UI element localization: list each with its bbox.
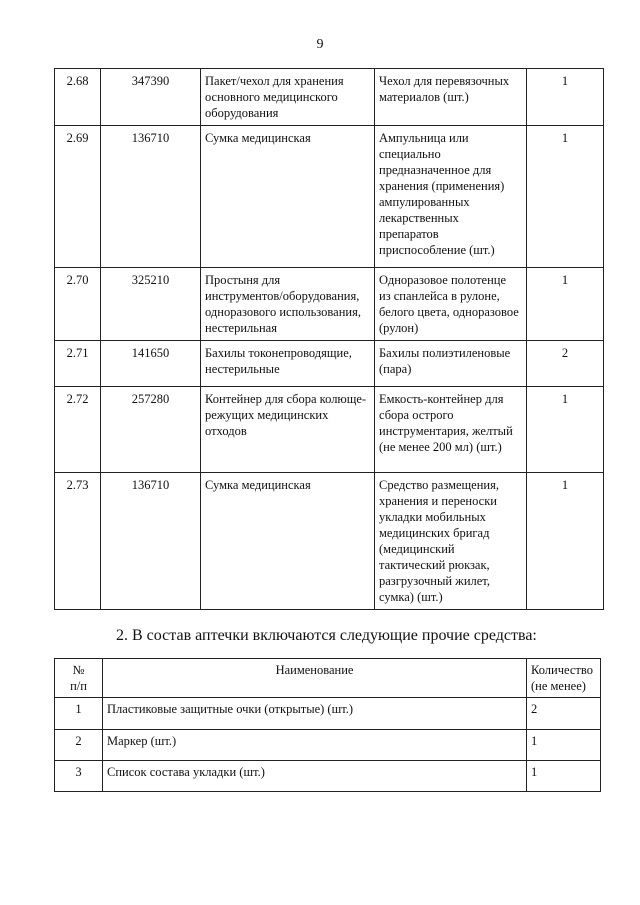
- row-description-line: медицинских бригад: [379, 526, 490, 540]
- row-description-line: тактический рюкзак,: [379, 558, 490, 572]
- row-description: [375, 69, 527, 126]
- row-description-line: (пара): [379, 362, 412, 376]
- header-qty-line: (не менее): [531, 679, 586, 693]
- table-row: [55, 387, 604, 473]
- row-description-line: (рулон): [379, 321, 419, 335]
- row-name: [201, 126, 375, 268]
- table-row: [55, 698, 601, 730]
- table-row: [55, 341, 604, 387]
- row-quantity: 1: [527, 730, 601, 761]
- row-name-line: Бахилы токонепроводящие,: [205, 346, 352, 360]
- row-name-line: основного медицинского: [205, 90, 338, 104]
- row-quantity: 1: [527, 69, 604, 126]
- row-name-line: Сумка медицинская: [205, 478, 311, 492]
- row-code: 136710: [101, 473, 201, 610]
- row-description: [375, 268, 527, 341]
- row-name-line: инструментов/оборудования,: [205, 289, 360, 303]
- row-name-line: Простыня для: [205, 273, 281, 287]
- row-code: 136710: [101, 126, 201, 268]
- row-description-line: ампулированных: [379, 195, 470, 209]
- row-description-line: материалов (шт.): [379, 90, 469, 104]
- row-name: Список состава укладки (шт.): [103, 761, 527, 792]
- row-number: 2.68: [55, 69, 101, 126]
- row-description-line: Емкость-контейнер для: [379, 392, 504, 406]
- row-name: [201, 473, 375, 610]
- row-name: [201, 69, 375, 126]
- row-description-line: приспособление (шт.): [379, 243, 495, 257]
- row-name: [201, 268, 375, 341]
- row-number: 3: [55, 761, 103, 792]
- row-description-line: Бахилы полиэтиленовые: [379, 346, 511, 360]
- row-description-line: сумка) (шт.): [379, 590, 443, 604]
- row-quantity: 2: [527, 698, 601, 730]
- row-description: [375, 341, 527, 387]
- row-description-line: укладки мобильных: [379, 510, 486, 524]
- section-heading: 2. В состав аптечки включаются следующие прочие средства:: [116, 627, 537, 644]
- row-quantity: 2: [527, 341, 604, 387]
- row-description: [375, 387, 527, 473]
- row-description: [375, 473, 527, 610]
- row-description-line: Средство размещения,: [379, 478, 499, 492]
- row-name-line: одноразового использования,: [205, 305, 361, 319]
- row-number: 2.70: [55, 268, 101, 341]
- row-name-line: нестерильная: [205, 321, 277, 335]
- row-name-line: оборудования: [205, 106, 279, 120]
- row-name-line: режущих медицинских: [205, 408, 329, 422]
- row-number: 1: [55, 698, 103, 730]
- table-row: [55, 473, 604, 610]
- row-name-line: Сумка медицинская: [205, 131, 311, 145]
- header-num-line: №: [72, 663, 85, 677]
- row-name-line: Пакет/чехол для хранения: [205, 74, 344, 88]
- row-quantity: 1: [527, 387, 604, 473]
- header-qty-line: Количество: [531, 663, 593, 677]
- row-name: [201, 387, 375, 473]
- row-code: 325210: [101, 268, 201, 341]
- row-name: Пластиковые защитные очки (открытые) (шт.): [103, 698, 527, 730]
- equipment-table: [54, 68, 604, 610]
- row-number: 2.73: [55, 473, 101, 610]
- row-name: [201, 341, 375, 387]
- table-row: [55, 69, 604, 126]
- other-items-table: [54, 658, 601, 792]
- row-description-line: специально: [379, 147, 441, 161]
- table-row: [55, 761, 601, 792]
- row-description-line: Чехол для перевязочных: [379, 74, 510, 88]
- row-description-line: Одноразовое полотенце: [379, 273, 507, 287]
- row-quantity: 1: [527, 126, 604, 268]
- row-quantity: 1: [527, 473, 604, 610]
- row-description-line: инструментария, желтый: [379, 424, 513, 438]
- row-description-line: (медицинский: [379, 542, 455, 556]
- row-number: 2.69: [55, 126, 101, 268]
- row-number: 2.71: [55, 341, 101, 387]
- row-description-line: лекарственных: [379, 211, 459, 225]
- row-description: [375, 126, 527, 268]
- row-description-line: белого цвета, одноразовое: [379, 305, 519, 319]
- row-description-line: (не менее 200 мл) (шт.): [379, 440, 502, 454]
- row-code: 141650: [101, 341, 201, 387]
- row-description-line: предназначенное для: [379, 163, 492, 177]
- row-name-line: Контейнер для сбора колюще-: [205, 392, 367, 406]
- row-number: 2: [55, 730, 103, 761]
- row-name-line: отходов: [205, 424, 247, 438]
- header-num: [55, 659, 103, 698]
- header-name: Наименование: [103, 659, 527, 698]
- header-qty: [527, 659, 601, 698]
- row-name-line: нестерильные: [205, 362, 280, 376]
- row-description-line: сбора острого: [379, 408, 454, 422]
- row-description-line: хранения (применения): [379, 179, 505, 193]
- page-number: 9: [316, 37, 324, 52]
- row-name: Маркер (шт.): [103, 730, 527, 761]
- row-description-line: хранения и переноски: [379, 494, 497, 508]
- row-description-line: разгрузочный жилет,: [379, 574, 490, 588]
- row-description-line: препаратов: [379, 227, 439, 241]
- row-description-line: из спанлейса в рулоне,: [379, 289, 500, 303]
- table-row: [55, 126, 604, 268]
- table-row: [55, 730, 601, 761]
- row-description-line: Ампульница или: [379, 131, 469, 145]
- row-quantity: 1: [527, 761, 601, 792]
- table-header-row: [55, 659, 601, 698]
- table-row: [55, 268, 604, 341]
- row-number: 2.72: [55, 387, 101, 473]
- row-quantity: 1: [527, 268, 604, 341]
- row-code: 257280: [101, 387, 201, 473]
- header-num-line: п/п: [70, 679, 87, 693]
- row-code: 347390: [101, 69, 201, 126]
